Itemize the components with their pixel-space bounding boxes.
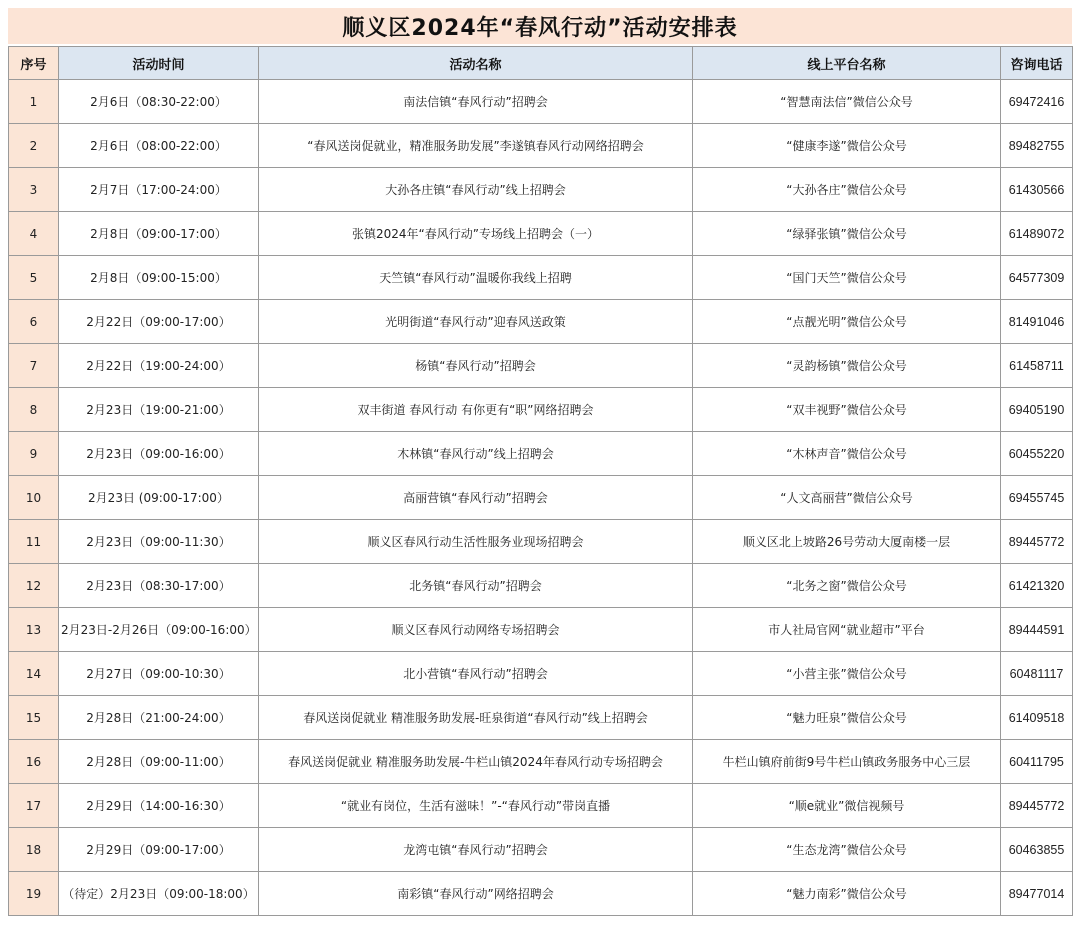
column-header-phone: 咨询电话 [1001,47,1073,80]
row-index-cell: 3 [9,168,59,212]
table-row [9,256,1073,300]
phone-cell: 61409518 [1001,696,1073,740]
online-platform-cell: 顺义区北上坡路26号劳动大厦南楼一层 [693,520,1001,564]
online-platform-cell: “生态龙湾”微信公众号 [693,828,1001,872]
table-row [9,608,1073,652]
phone-cell: 69472416 [1001,80,1073,124]
table-row [9,872,1073,916]
table-row [9,432,1073,476]
activity-name-cell: “春风送岗促就业，精准服务助发展”李遂镇春风行动网络招聘会 [259,124,693,168]
activity-time-cell: 2月6日（08:30-22:00） [59,80,259,124]
phone-cell: 61489072 [1001,212,1073,256]
row-index-cell: 15 [9,696,59,740]
table-row [9,652,1073,696]
activity-time-cell: 2月23日（19:00-21:00） [59,388,259,432]
row-index-cell: 10 [9,476,59,520]
activity-time-cell: 2月29日（14:00-16:30） [59,784,259,828]
activity-name-cell: 春风送岗促就业 精准服务助发展-牛栏山镇2024年春风行动专场招聘会 [259,740,693,784]
online-platform-cell: 牛栏山镇府前街9号牛栏山镇政务服务中心三层 [693,740,1001,784]
row-index-cell: 13 [9,608,59,652]
column-header-name: 活动名称 [259,47,693,80]
activity-name-cell: 顺义区春风行动生活性服务业现场招聘会 [259,520,693,564]
row-index-cell: 12 [9,564,59,608]
activity-time-cell: 2月23日（09:00-11:30） [59,520,259,564]
row-index-cell: 1 [9,80,59,124]
row-index-cell: 11 [9,520,59,564]
activity-time-cell: 2月28日（09:00-11:00） [59,740,259,784]
activity-name-cell: 顺义区春风行动网络专场招聘会 [259,608,693,652]
phone-cell: 60463855 [1001,828,1073,872]
table-row [9,564,1073,608]
table-row [9,520,1073,564]
online-platform-cell: “国门天竺”微信公众号 [693,256,1001,300]
online-platform-cell: “双丰视野”微信公众号 [693,388,1001,432]
activity-time-cell: 2月23日-2月26日（09:00-16:00） [59,608,259,652]
table-row [9,828,1073,872]
phone-cell: 81491046 [1001,300,1073,344]
schedule-table [8,46,1073,916]
row-index-cell: 19 [9,872,59,916]
online-platform-cell: “木林声音”微信公众号 [693,432,1001,476]
activity-time-cell: 2月23日（08:30-17:00） [59,564,259,608]
activity-name-cell: 杨镇“春风行动”招聘会 [259,344,693,388]
table-row [9,344,1073,388]
online-platform-cell: “智慧南法信”微信公众号 [693,80,1001,124]
activity-name-cell: 龙湾屯镇“春风行动”招聘会 [259,828,693,872]
header-row [9,47,1073,80]
row-index-cell: 6 [9,300,59,344]
table-body [9,80,1073,916]
activity-name-cell: “就业有岗位，生活有滋味！”-“春风行动”带岗直播 [259,784,693,828]
online-platform-cell: “魅力南彩”微信公众号 [693,872,1001,916]
column-header-index: 序号 [9,47,59,80]
activity-time-cell: （待定）2月23日（09:00-18:00） [59,872,259,916]
activity-name-cell: 北务镇“春风行动”招聘会 [259,564,693,608]
table-row [9,740,1073,784]
activity-name-cell: 大孙各庄镇“春风行动”线上招聘会 [259,168,693,212]
activity-name-cell: 双丰街道 春风行动 有你更有“职”网络招聘会 [259,388,693,432]
phone-cell: 61458711 [1001,344,1073,388]
online-platform-cell: “魅力旺泉”微信公众号 [693,696,1001,740]
column-header-time: 活动时间 [59,47,259,80]
table-row [9,476,1073,520]
activity-time-cell: 2月22日（19:00-24:00） [59,344,259,388]
activity-time-cell: 2月27日（09:00-10:30） [59,652,259,696]
column-header-platform: 线上平台名称 [693,47,1001,80]
activity-name-cell: 天竺镇“春风行动”温暖你我线上招聘 [259,256,693,300]
phone-cell: 61421320 [1001,564,1073,608]
phone-cell: 89445772 [1001,784,1073,828]
online-platform-cell: “顺e就业”微信视频号 [693,784,1001,828]
table-row [9,212,1073,256]
activity-time-cell: 2月7日（17:00-24:00） [59,168,259,212]
activity-time-cell: 2月22日（09:00-17:00） [59,300,259,344]
online-platform-cell: “健康李遂”微信公众号 [693,124,1001,168]
online-platform-cell: “人文高丽营”微信公众号 [693,476,1001,520]
table-row [9,168,1073,212]
online-platform-cell: “点靓光明”微信公众号 [693,300,1001,344]
schedule-document [8,8,1072,916]
phone-cell: 64577309 [1001,256,1073,300]
activity-time-cell: 2月8日（09:00-15:00） [59,256,259,300]
activity-name-cell: 南彩镇“春风行动”网络招聘会 [259,872,693,916]
row-index-cell: 9 [9,432,59,476]
table-row [9,388,1073,432]
phone-cell: 60455220 [1001,432,1073,476]
activity-time-cell: 2月29日（09:00-17:00） [59,828,259,872]
phone-cell: 61430566 [1001,168,1073,212]
activity-name-cell: 北小营镇“春风行动”招聘会 [259,652,693,696]
row-index-cell: 5 [9,256,59,300]
online-platform-cell: “北务之窗”微信公众号 [693,564,1001,608]
activity-time-cell: 2月23日 (09:00-17:00） [59,476,259,520]
row-index-cell: 2 [9,124,59,168]
online-platform-cell: “大孙各庄”微信公众号 [693,168,1001,212]
activity-time-cell: 2月28日（21:00-24:00） [59,696,259,740]
activity-name-cell: 光明街道“春风行动”迎春风送政策 [259,300,693,344]
table-header [9,47,1073,80]
activity-time-cell: 2月23日（09:00-16:00） [59,432,259,476]
page-title: 顺义区2024年“春风行动”活动安排表 [8,8,1072,44]
activity-name-cell: 木林镇“春风行动”线上招聘会 [259,432,693,476]
online-platform-cell: “灵韵杨镇”微信公众号 [693,344,1001,388]
activity-name-cell: 高丽营镇“春风行动”招聘会 [259,476,693,520]
activity-name-cell: 春风送岗促就业 精准服务助发展-旺泉街道“春风行动”线上招聘会 [259,696,693,740]
online-platform-cell: 市人社局官网“就业超市”平台 [693,608,1001,652]
phone-cell: 69455745 [1001,476,1073,520]
row-index-cell: 16 [9,740,59,784]
online-platform-cell: “绿驿张镇”微信公众号 [693,212,1001,256]
phone-cell: 89444591 [1001,608,1073,652]
phone-cell: 69405190 [1001,388,1073,432]
table-row [9,124,1073,168]
phone-cell: 89477014 [1001,872,1073,916]
table-row [9,784,1073,828]
phone-cell: 60411795 [1001,740,1073,784]
row-index-cell: 8 [9,388,59,432]
table-row [9,300,1073,344]
phone-cell: 89482755 [1001,124,1073,168]
online-platform-cell: “小营主张”微信公众号 [693,652,1001,696]
row-index-cell: 14 [9,652,59,696]
activity-name-cell: 张镇2024年“春风行动”专场线上招聘会（一） [259,212,693,256]
table-row [9,80,1073,124]
phone-cell: 60481117 [1001,652,1073,696]
table-row [9,696,1073,740]
row-index-cell: 4 [9,212,59,256]
phone-cell: 89445772 [1001,520,1073,564]
activity-name-cell: 南法信镇“春风行动”招聘会 [259,80,693,124]
activity-time-cell: 2月8日（09:00-17:00） [59,212,259,256]
activity-time-cell: 2月6日（08:00-22:00） [59,124,259,168]
row-index-cell: 18 [9,828,59,872]
row-index-cell: 7 [9,344,59,388]
row-index-cell: 17 [9,784,59,828]
